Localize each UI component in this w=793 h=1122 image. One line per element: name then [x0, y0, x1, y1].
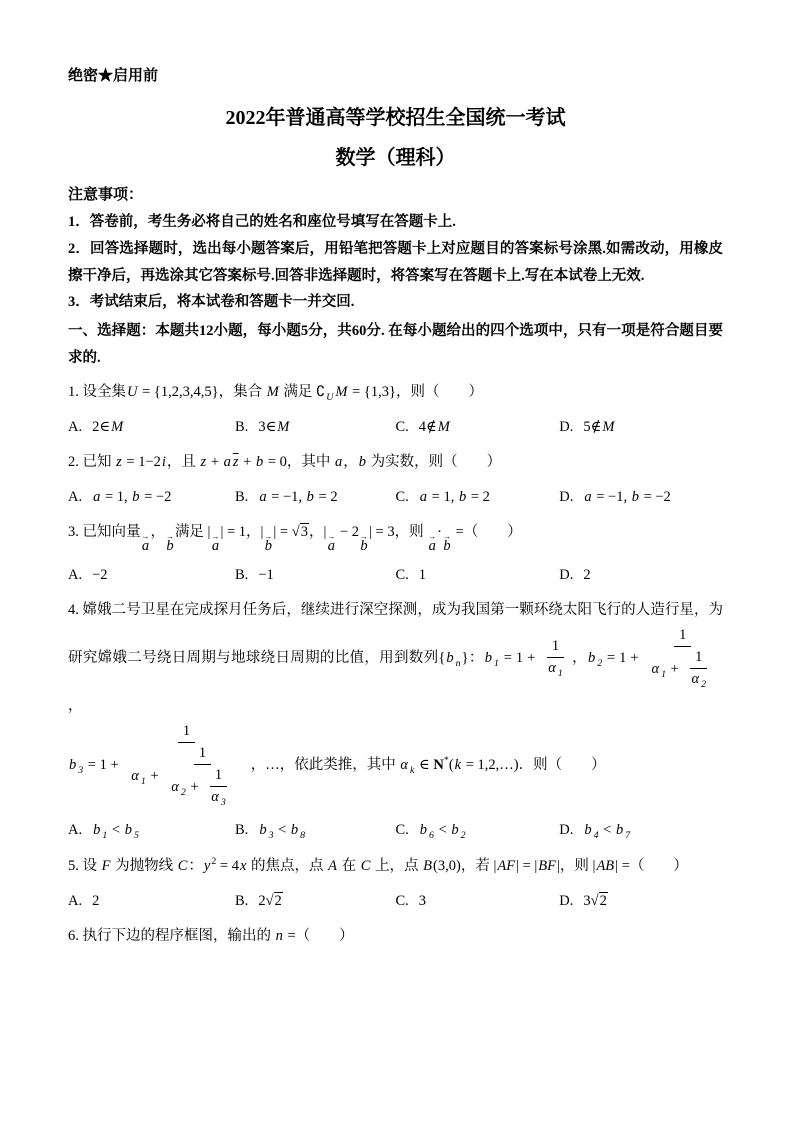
math-variable: C — [360, 857, 371, 874]
text-run: 为抛物线 — [111, 857, 177, 874]
fraction-denominator — [685, 669, 712, 692]
subscript: 2 — [180, 786, 186, 798]
option-label: B. — [235, 892, 249, 909]
math-variable: M — [437, 419, 450, 436]
fraction-denominator — [165, 765, 240, 810]
text-run: + — [186, 778, 203, 795]
vector-base: a — [327, 538, 335, 555]
text-run: 3. 已知向量 — [68, 524, 141, 541]
math-variable: AB — [596, 857, 615, 874]
question-5-option-b — [235, 887, 395, 916]
notice-heading: 注意事项： — [68, 186, 144, 203]
fraction-denominator — [205, 787, 232, 810]
math-variable: AF — [497, 857, 516, 874]
text-run: 4∉ — [418, 419, 437, 436]
text-run: 在 — [338, 857, 360, 874]
text-run: = 1, — [101, 489, 132, 506]
math-variable: α — [651, 660, 660, 677]
text-run: 2 — [92, 892, 100, 909]
text-run: ，…，依此类推，其中 — [250, 756, 400, 773]
text-run: 1 — [214, 766, 223, 783]
question-4-options-row — [68, 816, 723, 846]
option-label: C. — [395, 822, 409, 839]
text-run: < — [434, 822, 451, 839]
subscript: 1 — [661, 668, 667, 680]
vector-arrow-icon: → — [141, 532, 150, 542]
vector-arrow-icon: → — [428, 532, 437, 542]
subscript: 4 — [593, 830, 599, 841]
question-1 — [68, 378, 723, 443]
option-content — [419, 489, 490, 505]
text-run: = −1, — [592, 489, 631, 506]
text-run: 1. 设全集 — [68, 383, 126, 400]
text-run: = 2 — [467, 489, 490, 506]
vector-base: b — [264, 538, 273, 555]
text-run: < — [599, 822, 615, 839]
text-run: 5∉ — [583, 419, 602, 436]
math-variable: b — [484, 649, 492, 666]
fraction-numerator — [178, 721, 195, 743]
text-run: | = | — [516, 857, 538, 874]
math-variable: b — [255, 454, 264, 471]
math-variable: U — [127, 383, 138, 400]
option-content — [258, 892, 282, 909]
math-variable: b — [446, 649, 454, 666]
option-label: C. — [395, 489, 409, 506]
superscript: 2 — [211, 855, 217, 867]
section-one-heading: 一、选择题：本题共12小题，每小题5分，共60分. 在每小题给出的四个选项中，只有一项是符合题目要求的. — [68, 323, 723, 367]
subscript: n — [455, 657, 461, 669]
text-run: = 1,2,…)．则（ ） — [462, 756, 606, 773]
math-variable: a — [259, 489, 267, 506]
text-run: < — [108, 822, 124, 839]
option-label: A. — [68, 892, 83, 909]
text-run: 5. 设 — [68, 857, 101, 874]
radicand: 3 — [300, 524, 308, 541]
math-variable: a — [419, 489, 428, 506]
option-label: B. — [235, 419, 249, 436]
question-3-stem — [68, 518, 723, 554]
questions-list — [68, 378, 723, 951]
question-2-option-b — [235, 483, 395, 512]
text-run: 6. 执行下边的程序框图，输出的 — [68, 927, 275, 944]
text-run: 4. 嫦娥二号卫星在完成探月任务后，继续进行深空探测，成为我国第一颗环绕太阳飞行的人造行星，为研究嫦娥二号绕日周期与地球绕日周期的比值，用到数列{ — [68, 601, 723, 666]
text-run: + — [207, 454, 223, 471]
question-6-stem — [68, 922, 723, 951]
text-run: ， — [571, 649, 587, 666]
subscript: 2 — [597, 657, 603, 669]
question-2-option-d — [559, 483, 723, 512]
text-run: =（ ） — [451, 524, 522, 541]
fraction — [646, 625, 721, 692]
question-3-option-a — [68, 561, 235, 590]
vector-a — [327, 532, 336, 555]
vector-base: a — [141, 538, 150, 555]
notice-item: 2．回答选择题时，选出每小题答案后，用铅笔把答题卡上对应题目的答案标号涂黑.如需改动，用橡皮擦干净后，再选涂其它答案标号.回答非选择题时，将答案写在答题卡上.写在本试卷上无效. — [68, 240, 723, 284]
vector-base: b — [443, 538, 451, 555]
superscript: * — [443, 755, 449, 766]
math-variable: b — [615, 822, 624, 839]
option-content — [92, 567, 107, 583]
math-variable: b — [358, 454, 367, 471]
math-variable: α — [691, 670, 700, 687]
math-variable: α — [548, 659, 556, 676]
option-content — [583, 419, 615, 435]
text-run: ，| — [308, 524, 327, 541]
text-run: + — [146, 767, 163, 784]
option-label: A. — [68, 419, 83, 436]
option-content — [92, 419, 124, 435]
vector-arrow-icon: → — [264, 532, 273, 542]
vector-a — [141, 532, 150, 555]
question-1-stem — [68, 378, 723, 408]
math-variable: y — [203, 857, 211, 874]
math-variable: b — [451, 822, 459, 839]
text-run: }： — [461, 649, 484, 666]
option-label: D. — [559, 822, 574, 839]
radical-sign: √ — [291, 524, 300, 541]
math-variable: a — [584, 489, 592, 506]
subscript: 2 — [460, 830, 466, 841]
question-2-option-a — [68, 483, 235, 512]
math-variable: b — [419, 822, 428, 839]
question-4-option-c — [395, 816, 559, 846]
math-variable: F — [101, 857, 111, 874]
text-run: + — [667, 660, 683, 677]
math-variable: b — [259, 822, 267, 839]
question-2-stem — [68, 448, 723, 477]
fraction-numerator — [690, 647, 707, 669]
fraction — [165, 743, 240, 810]
option-label: D. — [559, 892, 574, 909]
subscript: 2 — [701, 678, 707, 690]
text-run: ： — [188, 857, 203, 874]
question-2 — [68, 448, 723, 512]
option-content — [419, 893, 426, 909]
text-run: = 1, — [428, 489, 458, 506]
math-variable: x — [239, 857, 247, 874]
text-run: ， — [150, 524, 165, 541]
text-run: 为实数，则（ ） — [367, 454, 502, 471]
text-run: 满足 | — [174, 524, 211, 541]
text-run: 2∈ — [92, 419, 111, 436]
math-variable: α — [171, 778, 179, 795]
vector-b — [360, 532, 368, 555]
math-variable: b — [584, 822, 592, 839]
fraction-numerator — [194, 743, 211, 765]
math-set-symbol: N — [433, 756, 444, 773]
notice-item: 3．考试结束后，将本试卷和答题卡一并交回. — [68, 294, 355, 311]
text-run: | = 3，则 — [368, 524, 428, 541]
math-variable: M — [111, 419, 124, 436]
vector-base: a — [211, 538, 220, 555]
text-run: = −1, — [267, 489, 306, 506]
math-variable: b — [124, 822, 132, 839]
text-run: = 1 + — [84, 756, 123, 773]
text-run: 的焦点，点 — [247, 857, 328, 874]
subscript: 6 — [429, 830, 434, 841]
option-label: A. — [68, 489, 83, 506]
question-5 — [68, 852, 723, 916]
math-variable: b — [290, 822, 299, 839]
math-variable: k — [454, 756, 462, 773]
text-run: 1 — [418, 566, 427, 583]
math-variable: M — [602, 419, 615, 436]
vector-arrow-icon: → — [327, 532, 336, 542]
vector-arrow-icon: → — [443, 532, 451, 542]
math-variable: α — [131, 767, 139, 784]
option-content — [583, 892, 607, 909]
math-variable: b — [631, 489, 639, 506]
question-3 — [68, 518, 723, 589]
text-run: = −2 — [639, 489, 671, 506]
subscript: 3 — [220, 796, 226, 808]
math-variable: a — [335, 454, 343, 471]
vector-base: a — [428, 538, 436, 555]
text-run: ∈ — [415, 756, 434, 773]
text-run: | = 1，| — [220, 524, 264, 541]
question-4-option-d — [559, 816, 723, 846]
text-run: ，且 — [166, 454, 200, 471]
math-variable: b — [93, 822, 101, 839]
option-label: D. — [559, 566, 574, 583]
fraction — [542, 636, 569, 681]
text-run: |，则 | — [557, 857, 596, 874]
subscript: U — [326, 391, 334, 403]
math-variable: b — [306, 489, 314, 506]
text-run: 3 — [418, 892, 427, 909]
radicand: 2 — [274, 892, 282, 909]
square-root — [292, 523, 309, 540]
notice-items — [68, 209, 723, 316]
vector-a — [428, 532, 437, 555]
text-run: = 0，其中 — [264, 454, 335, 471]
text-run: =（ ） — [283, 927, 354, 944]
option-label: C. — [395, 419, 409, 436]
math-variable: b — [69, 756, 77, 773]
subscript: 8 — [300, 830, 306, 841]
option-content — [583, 567, 590, 583]
math-variable: b — [458, 489, 467, 506]
notice-item: 1．答卷前，考生务必将自己的姓名和座位号填写在答题卡上. — [68, 214, 456, 230]
exam-subject: 数学（理科） — [335, 146, 456, 169]
square-root — [591, 892, 608, 909]
question-5-stem — [68, 852, 723, 881]
question-1-option-d — [559, 413, 723, 442]
option-content — [92, 893, 99, 909]
question-3-options-row — [68, 561, 723, 590]
question-1-options-row — [68, 413, 723, 442]
option-label: B. — [235, 489, 249, 506]
vector-arrow-icon: → — [360, 532, 368, 542]
vector-arrow-icon: → — [211, 532, 220, 542]
option-label: A. — [68, 822, 83, 839]
option-content — [258, 489, 337, 505]
fraction-denominator — [542, 658, 569, 681]
text-run: = 1 + — [499, 649, 540, 666]
question-4-option-b — [235, 816, 395, 846]
option-label: A. — [68, 566, 83, 583]
math-variable: α — [211, 788, 219, 805]
text-run: = {1,3}，则（ ） — [348, 383, 483, 400]
fraction — [205, 765, 232, 810]
text-run: − 2 — [336, 524, 360, 541]
fraction-numerator — [547, 636, 564, 658]
text-run: 1 — [198, 744, 207, 761]
text-run: 满足 ∁ — [279, 383, 326, 400]
text-run: −2 — [92, 566, 108, 583]
math-variable: a — [93, 489, 101, 506]
math-variable: n — [275, 927, 283, 944]
math-variable: B — [423, 857, 433, 874]
math-variable: b — [132, 489, 140, 506]
option-content — [258, 822, 306, 841]
option-label: D. — [559, 419, 574, 436]
text-run: 上，点 — [371, 857, 423, 874]
text-run: = 4 — [216, 857, 239, 874]
text-run: + — [239, 454, 255, 471]
option-label: B. — [235, 566, 249, 583]
text-run: −1 — [258, 566, 274, 583]
question-4-option-a — [68, 816, 235, 846]
text-run: 3 — [583, 892, 591, 909]
question-2-option-c — [395, 483, 559, 512]
option-content — [419, 419, 451, 435]
math-variable: b — [587, 649, 596, 666]
question-1-option-a — [68, 413, 235, 442]
question-1-option-c — [395, 413, 559, 442]
subscript: 5 — [133, 830, 139, 841]
option-content — [258, 419, 290, 435]
option-content — [419, 822, 467, 841]
subscript: k — [410, 764, 415, 776]
math-variable: z — [200, 454, 207, 471]
text-run: 3∈ — [258, 419, 277, 436]
question-5-option-a — [68, 887, 235, 916]
subscript: 3 — [78, 764, 84, 776]
vector-b — [264, 532, 273, 555]
text-run: = 1 + — [603, 649, 643, 666]
vector-b — [443, 532, 451, 555]
text-run: = {1,2,3,4,5}，集合 — [138, 383, 266, 400]
option-content — [419, 567, 426, 583]
math-variable: C — [177, 857, 188, 874]
vector-base: b — [360, 538, 368, 555]
math-variable: z — [116, 454, 122, 471]
math-variable: M — [335, 383, 348, 400]
text-run: 1 — [551, 637, 560, 654]
text-run: ( — [448, 756, 454, 773]
exam-title: 2022年普通高等学校招生全国统一考试 — [225, 106, 566, 129]
notice-section — [68, 181, 723, 317]
option-content — [583, 489, 670, 505]
question-3-option-b — [235, 561, 395, 590]
text-run: = −2 — [140, 489, 172, 506]
option-content — [92, 489, 171, 505]
subscript: 1 — [102, 830, 108, 841]
question-6 — [68, 922, 723, 951]
subscript: 3 — [268, 830, 274, 841]
fraction-numerator — [210, 765, 227, 787]
math-variable: i — [161, 454, 166, 471]
subscript: 7 — [625, 830, 631, 841]
text-run: (3,0)，若 | — [433, 857, 497, 874]
subscript: 1 — [140, 775, 146, 787]
text-run: ， — [343, 454, 358, 471]
question-4-stem — [68, 596, 723, 810]
question-3-option-d — [559, 561, 723, 590]
text-run: 1 — [679, 626, 687, 643]
square-root — [266, 892, 283, 909]
radical-sign: √ — [265, 892, 274, 909]
text-run: | =（ ） — [615, 857, 688, 874]
question-4 — [68, 596, 723, 846]
text-run: ， — [68, 697, 83, 714]
radical-sign: √ — [590, 892, 599, 909]
option-content — [92, 822, 140, 841]
fraction-denominator — [646, 647, 721, 692]
question-5-options-row — [68, 887, 723, 916]
question-3-option-c — [395, 561, 559, 590]
option-label: C. — [395, 892, 409, 909]
text-run: 1 — [182, 722, 191, 739]
option-label: D. — [559, 489, 574, 506]
vector-a — [211, 532, 220, 555]
fraction — [125, 721, 248, 810]
text-run: = 1−2 — [122, 454, 161, 471]
text-run: 2. 已知 — [68, 454, 116, 471]
math-variable: α — [400, 756, 409, 773]
text-run: < — [274, 822, 290, 839]
text-run: 2 — [258, 892, 266, 909]
question-5-option-d — [559, 887, 723, 916]
question-1-option-b — [235, 413, 395, 442]
math-variable: A — [328, 857, 337, 874]
question-2-options-row — [68, 483, 723, 512]
option-label: B. — [235, 822, 249, 839]
math-variable: a — [223, 454, 231, 471]
math-variable: M — [266, 383, 279, 400]
fraction-denominator — [125, 743, 248, 810]
text-run: · — [437, 524, 443, 541]
text-run: | = — [273, 524, 292, 541]
math-variable: BF — [538, 857, 557, 874]
text-run: 2 — [583, 566, 591, 583]
subscript: 1 — [557, 667, 563, 679]
conjugate-overline: $\overline{z}$ — [232, 454, 239, 471]
option-content — [258, 567, 273, 583]
fraction — [685, 647, 712, 692]
vector-base: b — [166, 538, 174, 555]
subscript: 1 — [493, 657, 499, 669]
question-5-option-c — [395, 887, 559, 916]
radicand: 2 — [599, 892, 607, 909]
fraction-numerator — [674, 625, 691, 647]
text-run: = 2 — [314, 489, 338, 506]
classification-label: 绝密★启用前 — [68, 68, 159, 84]
option-label: C. — [395, 566, 409, 583]
option-content — [583, 822, 631, 841]
math-variable: M — [277, 419, 290, 436]
vector-b — [165, 532, 174, 555]
text-run: 1 — [695, 648, 703, 665]
vector-arrow-icon: → — [165, 532, 174, 542]
